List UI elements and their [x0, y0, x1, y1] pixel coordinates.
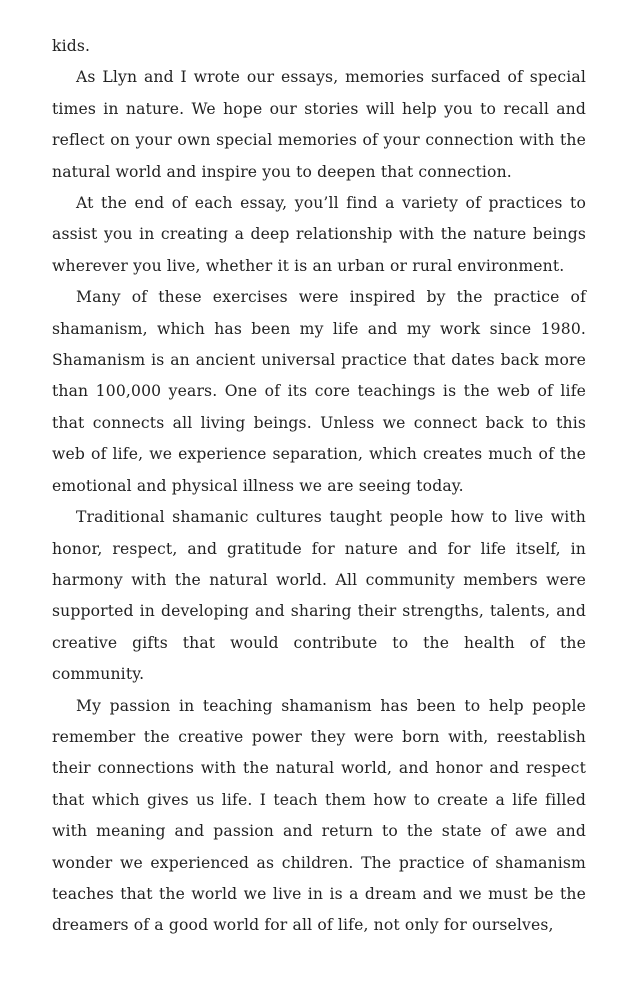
paragraph-3: At the end of each essay, you’ll find a variety of practices to assist you in creating a deep relationship with the nature beings wherever you live, whether it is an urban or rural environment.	[52, 194, 586, 275]
paragraph-1: kids.	[52, 37, 91, 55]
paragraph-4: Many of these exercises were inspired by the practice of shamanism, which has been my life and my work since 1980. Shamanism is an ancient universal practice that dates back more than 100,000 years. One of its core teachings is the web of life that connects all living beings. Unless we connect back to this web of life, we experience separation, which creates much of the emotional and physical illness we are seeing today.	[52, 288, 586, 495]
paragraph-2: As Llyn and I wrote our essays, memories surfaced of special times in nature. We hope our stories will help you to recall and reflect on your own special memories of your connection with the natural world and inspire you to deepen that connection.	[52, 68, 586, 181]
book-page	[52, 31, 586, 942]
paragraph-5: Traditional shamanic cultures taught people how to live with honor, respect, and gratitude for nature and for life itself, in harmony with the natural world. All community members were supported in developing and sharing their strengths, talents, and creative gifts that would contribute to the health of the community.	[52, 508, 586, 684]
paragraph-6: My passion in teaching shamanism has been to help people remember the creative power they were born with, reestablish their connections with the natural world, and honor and respect that which gives us life. I teach them how to create a life filled with meaning and passion and return to the state of awe and wonder we experienced as children. The practice of shamanism teaches that the world we live in is a dream and we must be the dreamers of a good world for all of life, not only for ourselves,	[52, 696, 586, 935]
